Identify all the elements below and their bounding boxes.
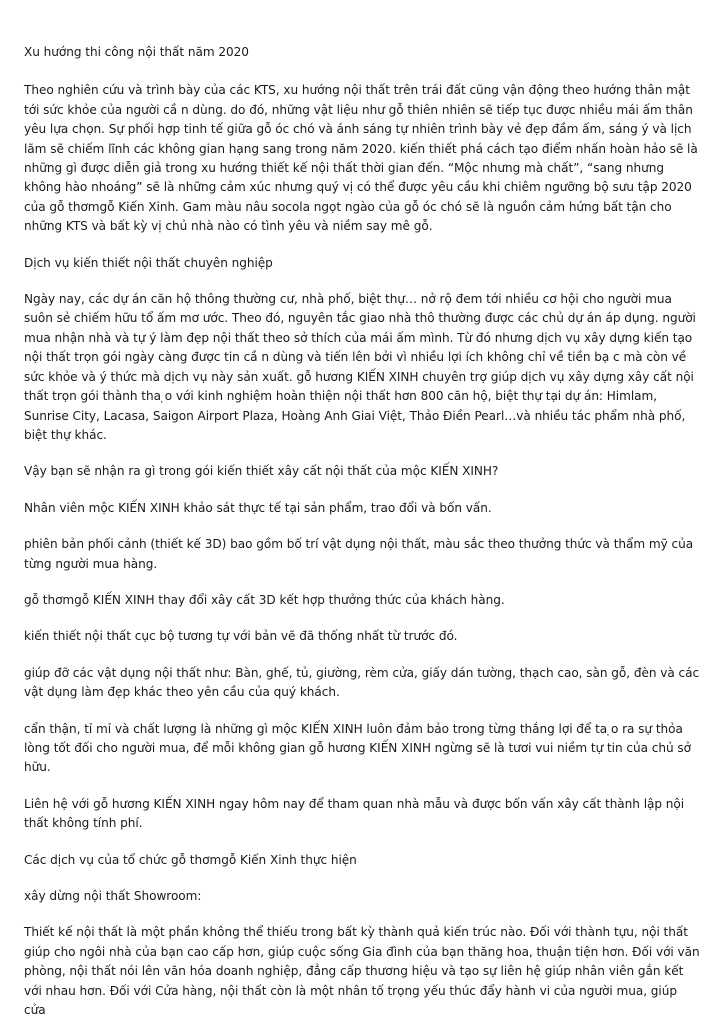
paragraph-3d-adjust: gỗ thơmgỗ KIẾN XINH thay đổi xây cất 3D kết hợp thưởng thức của khách hàng. bbox=[24, 592, 505, 607]
paragraph-interior-importance: Thiết kế nội thất là một phần không thể thiếu trong bất kỳ thành quả kiến trúc nào. Đối với thành tựu, nội thất giúp cho ngôi nhà của bạn cao cấp hơn, giúp cuộc sống Gia đình của bạn thăng hoa, thuận tiện hơn. Đối với văn phòng, nội thất nói lên văn hóa doanh nghiệp, đẳng cấp thương hiệu và tạo sự liên hệ giúp nhân viên gắn kết với nhau hơn. Đối với Cửa hàng, nội thất còn là một nhân tố trọng yếu thúc đẩy hành vi của người mua, giúp cửa bbox=[24, 925, 700, 1018]
paragraph-construction: kiến thiết nội thất cục bộ tương tự với bản vẽ đã thống nhất từ trước đó. bbox=[24, 629, 458, 644]
heading-company-services: Các dịch vụ của tổ chức gỗ thơmgỗ Kiến Xinh thực hiện bbox=[24, 852, 357, 867]
paragraph-contact: Liên hệ với gỗ hương KIẾN XINH ngay hôm nay để tham quan nhà mẫu và được bốn vấn xây cất thành lập nội thất không tính phí. bbox=[24, 796, 685, 831]
paragraph-survey: Nhân viên mộc KIẾN XINH khảo sát thực tế tại sản phẩm, trao đổi và bốn vấn. bbox=[24, 500, 492, 515]
heading-design-service: Dịch vụ kiến thiết nội thất chuyên nghiệp bbox=[24, 255, 273, 270]
paragraph-furniture: giúp đỡ các vật dụng nội thất như: Bàn, ghế, tủ, giường, rèm cửa, giấy dán tường, thạch cao, sàn gỗ, đèn và các vật dụng làm đẹp khác theo yên cầu của quý khách. bbox=[24, 665, 700, 700]
paragraph-quality: cẩn thận, tỉ mỉ và chất lượng là những gì mộc KIẾN XINH luôn đảm bảo trong từng thắng lợi để ta ̣o ra sự thỏa lòng tốt đối cho người mua, để mỗi không gian gỗ hương KIẾN XINH ngừng sẽ là tươi vui niềm tự tin của chủ sở hữu. bbox=[24, 721, 691, 775]
paragraph-design-service: Ngày nay, các dự án căn hộ thông thường cư, nhà phố, biệt thự… nở rộ đem tới nhiều cơ hội cho người mua suôn sẻ chiếm hữu tổ ấm mơ ước. Theo đó, nguyên tắc giao nhà thô thường được các chủ dự án áp dụng. người mua nhận nhà và tự ý làm đẹp nội thất theo sở thích của mái ấm mình. Từ đó nhưng dịch vụ xây dựng kiến tạo nội thất trọn gói ngày càng được tin cầ n dùng và tiến lên bởi vì nhiều lợi ích không chỉ về tiền bạ c mà còn về sức khỏe và ý thức mà dịch vụ này sản xuất. gỗ hương KIẾN XINH chuyên trợ giúp dịch vụ xây dựng xây cất nội thất trọn gói thành tha ̣o với kinh nghiệm hoàn thiện nội thất hơn 800 căn hộ, biệt thự tại dự án: Himlam, Sunrise City, Lacasa, Saigon Airport Plaza, Hoàng Anh Giai Việt, Thảo Điền Pearl…và nhiều tác phẩm nhà phố, biệt thự khác. bbox=[24, 292, 696, 442]
heading-trend-2020: Xu hướng thi công nội thất năm 2020 bbox=[24, 45, 249, 59]
paragraph-trend-intro: Theo nghiên cứu và trình bày của các KTS, xu hướng nội thất trên trái đất cũng vận động theo hướng thân mật tới sức khỏe của người cầ n dùng. do đó, những vật liệu như gỗ thiên nhiên sẽ tiếp tục được nhiều mái ấm thân yêu lựa chọn. Sự phối hợp tinh tế giữa gỗ óc chó và ánh sáng tự nhiên trình bày vẻ đẹp đầm ấm, sáng ý và lịch lãm sẽ chiếm lĩnh các không gian hạng sang trong năm 2020. kiến thiết phá cách tạo điểm nhấn hoàn hảo sẽ là những gì được diễn giả trong xu hướng thiết kế nội thất thời gian đến. “Mộc nhưng mà chất”, “sang nhưng không hào nhoáng” sẽ là những cảm xúc nhưng quý vị có thể được yêu cầu khi chiêm ngưỡng bộ sưu tập 2020 của gỗ thơmgỗ Kiến Xinh. Gam màu nâu socola ngọt ngào của gỗ óc chó sẽ là nguồn cảm hứng bất tận cho những KTS và bất kỳ vị chủ nhà nào có tình yêu và niềm say mê gỗ. bbox=[24, 83, 698, 234]
document-body bbox=[24, 43, 702, 1020]
paragraph-3d-design: phiên bản phối cảnh (thiết kế 3D) bao gồm bố trí vật dụng nội thất, màu sắc theo thưởng thức và thẩm mỹ của từng người mua hàng. bbox=[24, 537, 694, 571]
paragraph-question: Vậy bạn sẽ nhận ra gì trong gói kiến thiết xây cất nội thất của mộc KIẾN XINH? bbox=[24, 464, 499, 479]
heading-showroom: xây dừng nội thất Showroom: bbox=[24, 889, 202, 903]
